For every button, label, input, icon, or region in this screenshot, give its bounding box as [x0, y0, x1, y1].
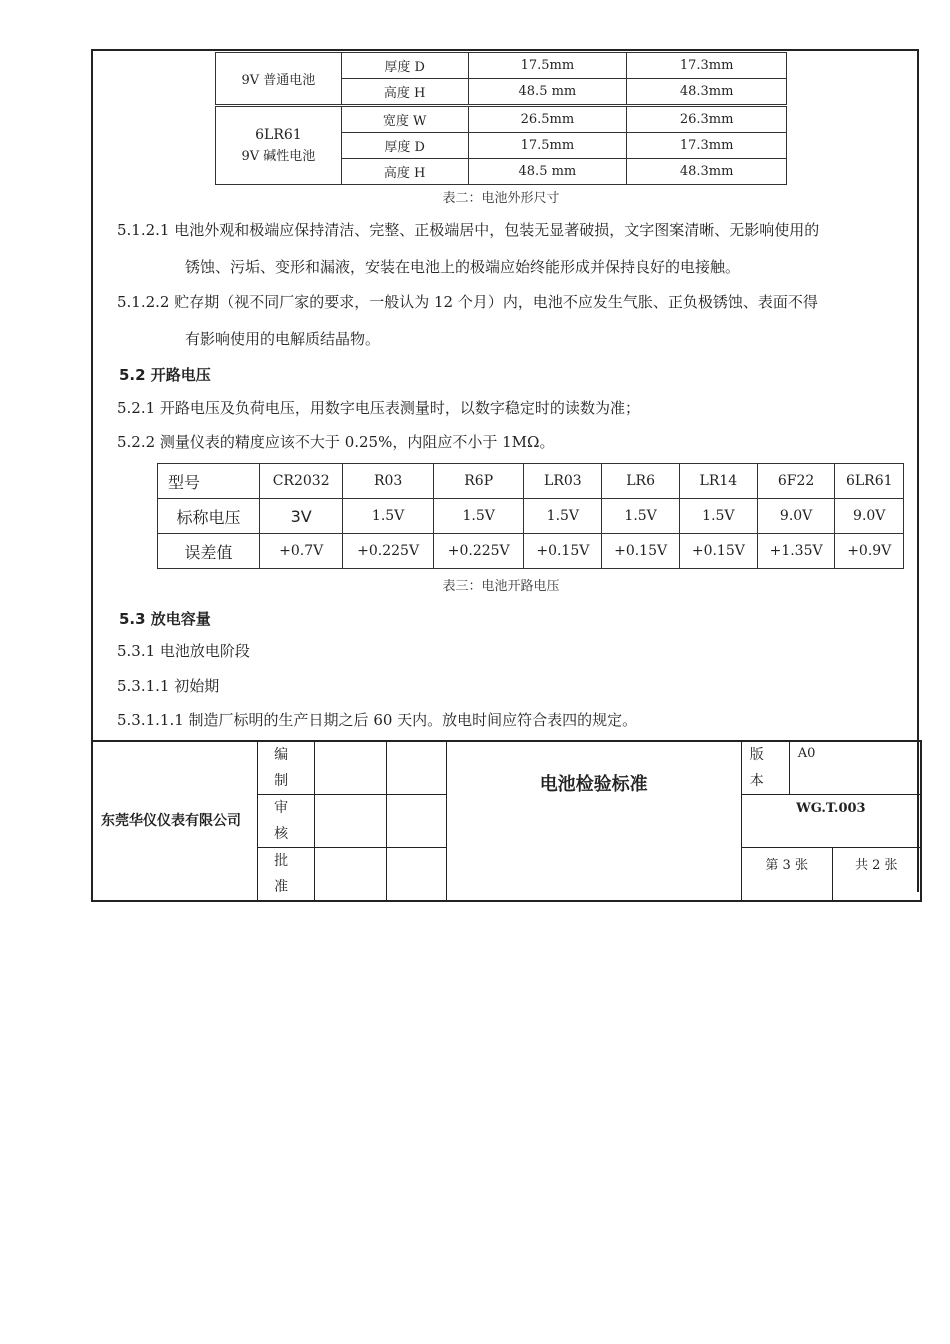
- value-cell: 17.5mm: [468, 53, 627, 79]
- table-row: [158, 499, 904, 534]
- page-total: 共 2 张: [832, 848, 921, 902]
- battery-type-cell: 9V 普通电池: [216, 53, 342, 106]
- approve-sign-cell: [315, 848, 387, 902]
- value-cell: 26.5mm: [468, 106, 627, 133]
- model-cell: 6F22: [757, 464, 835, 499]
- tolerance-cell: +1.35V: [757, 534, 835, 569]
- compile-date-cell: [386, 741, 446, 795]
- model-cell: R6P: [433, 464, 524, 499]
- company-name: 东莞华仪仪表有限公司: [92, 741, 258, 901]
- paragraph-5122: 5.1.2.2 贮存期（视不同厂家的要求，一般认为 12 个月）内，电池不应发生气胀、正负极锈蚀、表面不得: [117, 293, 818, 311]
- approve-label-text: 批准: [274, 853, 289, 895]
- version-value: A0: [789, 741, 921, 795]
- row-label: 标称电压: [158, 499, 260, 534]
- section-heading-52: 5.2 开路电压: [119, 366, 211, 384]
- paragraph-5121: 5.1.2.1 电池外观和极端应保持清洁、完整、正极端居中，包装无显著破损，文字图案清晰、无影响使用的: [117, 221, 820, 239]
- battery-dimension-table: [215, 52, 787, 185]
- version-label: [741, 741, 789, 795]
- voltage-cell: 1.5V: [343, 499, 434, 534]
- model-cell: 6LR61: [835, 464, 904, 499]
- value-cell: 17.5mm: [468, 133, 627, 159]
- approve-date-cell: [386, 848, 446, 902]
- page-number: 第 3 张: [741, 848, 832, 902]
- value-cell: 17.3mm: [627, 133, 787, 159]
- section-heading-53: 5.3 放电容量: [119, 610, 211, 628]
- table-row: [158, 534, 904, 569]
- model-cell: LR6: [602, 464, 680, 499]
- voltage-cell: 3V: [260, 499, 343, 534]
- table2-caption: 表二：电池外形尺寸: [442, 191, 560, 206]
- paragraph-531: 5.3.1 电池放电阶段: [117, 642, 250, 660]
- value-cell: 48.5 mm: [468, 79, 627, 106]
- voltage-cell: 1.5V: [524, 499, 602, 534]
- battery-desc: 9V 碱性电池: [241, 148, 316, 164]
- voltage-cell: 9.0V: [835, 499, 904, 534]
- row-label: 型号: [158, 464, 260, 499]
- dimension-cell: 宽度 W: [341, 106, 468, 133]
- tolerance-cell: +0.225V: [343, 534, 434, 569]
- model-cell: LR03: [524, 464, 602, 499]
- document-number: WG.T.003: [741, 795, 921, 848]
- voltage-cell: 1.5V: [433, 499, 524, 534]
- paragraph-5121-cont: 锈蚀、污垢、变形和漏液，安装在电池上的极端应始终能形成并保持良好的电接触。: [185, 258, 741, 276]
- dimension-cell: 厚度 D: [341, 133, 468, 159]
- dimension-cell: 高度 H: [341, 159, 468, 185]
- tolerance-cell: +0.225V: [433, 534, 524, 569]
- open-circuit-voltage-table: [157, 463, 904, 569]
- approve-label: [258, 848, 315, 902]
- compile-sign-cell: [315, 741, 387, 795]
- voltage-cell: 1.5V: [679, 499, 757, 534]
- paragraph-5122-cont: 有影响使用的电解质结晶物。: [185, 330, 381, 348]
- dimension-cell: 高度 H: [341, 79, 468, 106]
- compile-label: [258, 741, 315, 795]
- model-cell: LR14: [679, 464, 757, 499]
- battery-type-cell: [216, 106, 342, 185]
- value-cell: 48.3mm: [627, 79, 787, 106]
- table3-caption: 表三：电池开路电压: [442, 579, 560, 594]
- document-title-block: [91, 740, 922, 902]
- table-row: [92, 741, 921, 795]
- table-row: [216, 53, 787, 79]
- row-label: 误差值: [158, 534, 260, 569]
- tolerance-cell: +0.15V: [602, 534, 680, 569]
- voltage-cell: 1.5V: [602, 499, 680, 534]
- dimension-cell: 厚度 D: [341, 53, 468, 79]
- tolerance-cell: +0.15V: [679, 534, 757, 569]
- value-cell: 17.3mm: [627, 53, 787, 79]
- model-cell: R03: [343, 464, 434, 499]
- battery-model: 6LR61: [255, 126, 302, 143]
- tolerance-cell: +0.9V: [835, 534, 904, 569]
- review-label-text: 审核: [274, 800, 289, 842]
- table-row: [158, 464, 904, 499]
- version-label-text: 版本: [749, 747, 764, 789]
- model-cell: CR2032: [260, 464, 343, 499]
- tolerance-cell: +0.15V: [524, 534, 602, 569]
- paragraph-53111: 5.3.1.1.1 制造厂标明的生产日期之后 60 天内。放电时间应符合表四的规定。: [117, 711, 638, 729]
- paragraph-522: 5.2.2 测量仪表的精度应该不大于 0.25%，内阻应不小于 1MΩ。: [117, 433, 555, 451]
- tolerance-cell: +0.7V: [260, 534, 343, 569]
- review-date-cell: [386, 795, 446, 848]
- value-cell: 48.5 mm: [468, 159, 627, 185]
- review-sign-cell: [315, 795, 387, 848]
- value-cell: 26.3mm: [627, 106, 787, 133]
- review-label: [258, 795, 315, 848]
- voltage-cell: 9.0V: [757, 499, 835, 534]
- paragraph-521: 5.2.1 开路电压及负荷电压，用数字电压表测量时，以数字稳定时的读数为准；: [117, 399, 640, 417]
- document-title: 电池检验标准: [446, 741, 741, 901]
- table-row: [216, 106, 787, 133]
- compile-label-text: 编制: [274, 747, 289, 789]
- value-cell: 48.3mm: [627, 159, 787, 185]
- paragraph-5311: 5.3.1.1 初始期: [117, 677, 220, 695]
